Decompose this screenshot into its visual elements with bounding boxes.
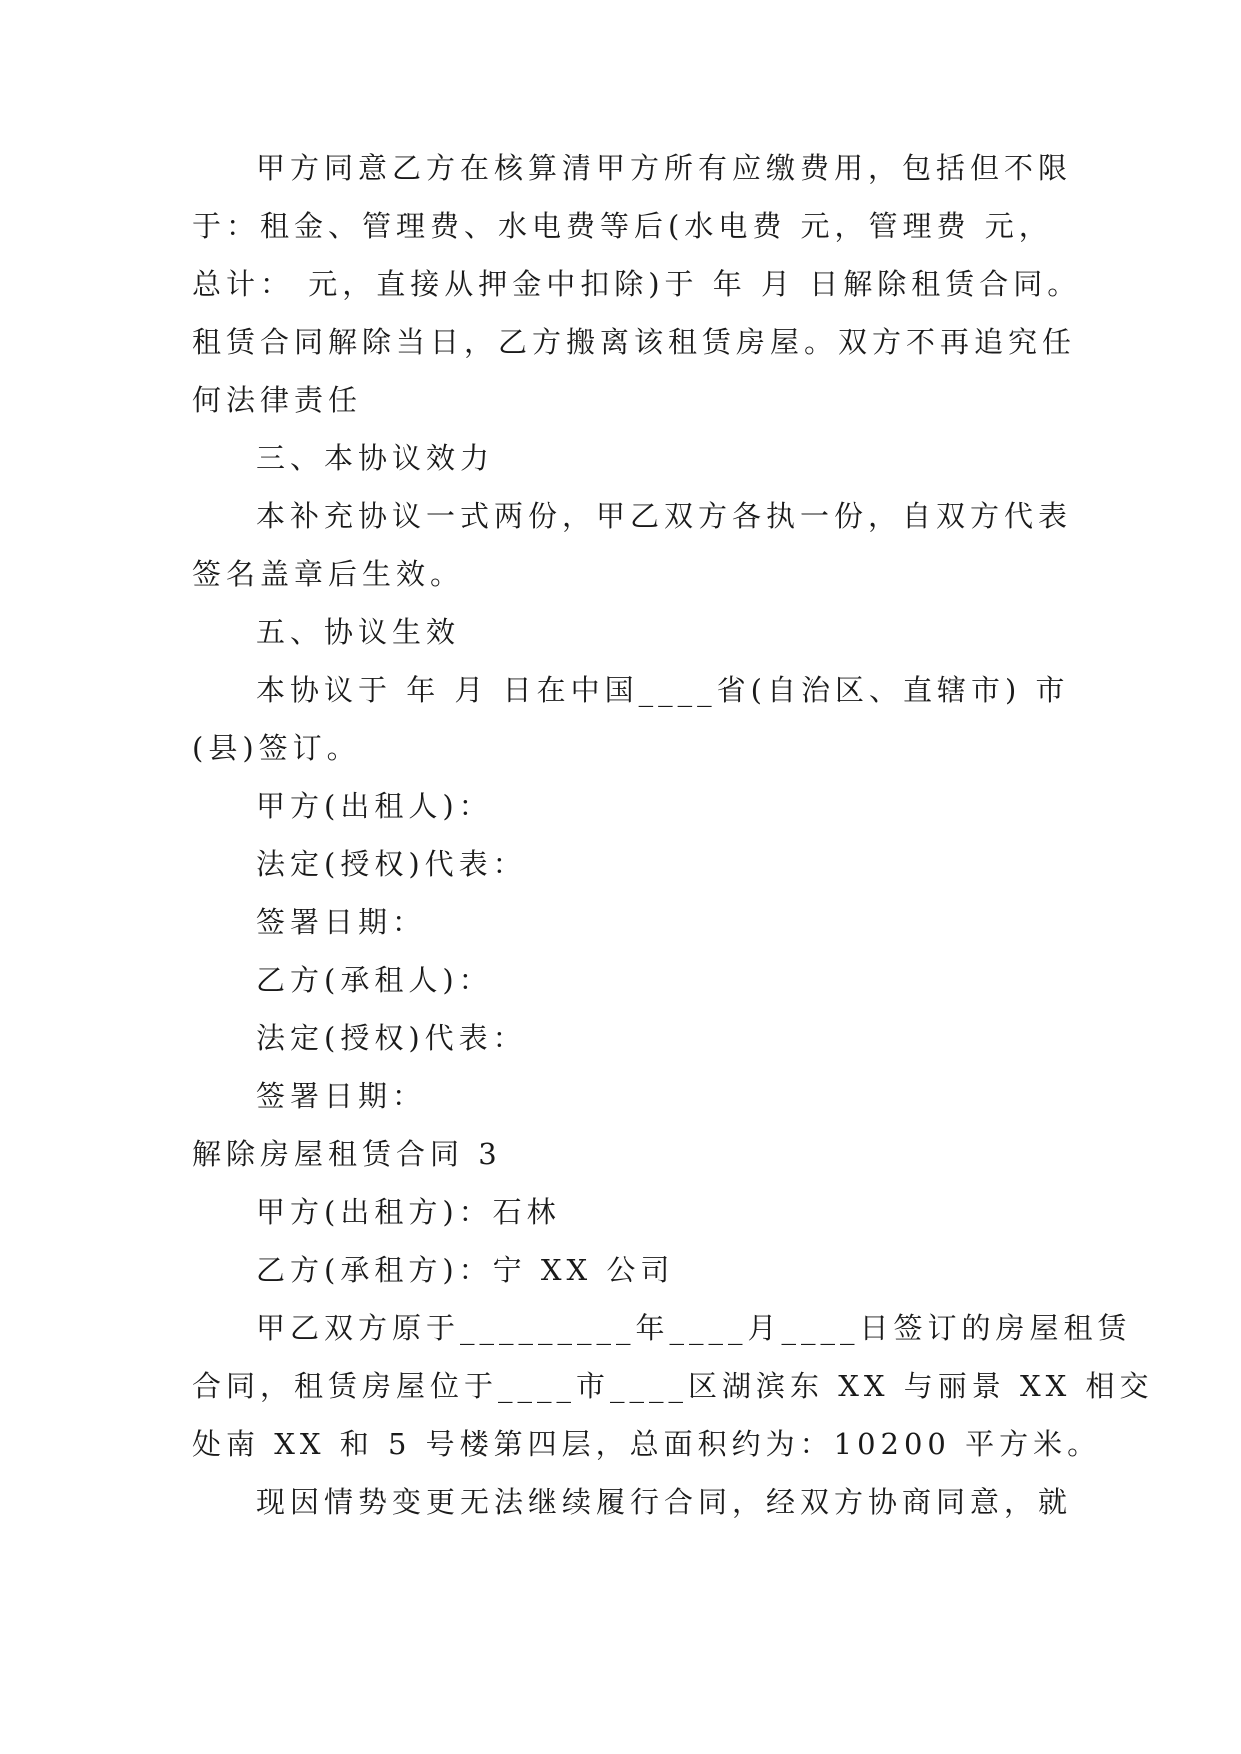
paragraph-line: 租赁合同解除当日，乙方搬离该租赁房屋。双方不再追究任 [192, 325, 1077, 359]
paragraph-line: 甲方同意乙方在核算清甲方所有应缴费用，包括但不限 [256, 151, 1073, 185]
signature-field: 乙方(承租人)： [256, 963, 493, 997]
signature-field: 法定(授权)代表： [256, 847, 527, 881]
signature-field: 甲方(出租人)： [256, 789, 493, 823]
paragraph-line: 甲乙双方原于_________年____月____日签订的房屋租赁 [256, 1311, 1132, 1345]
paragraph-line: 何法律责任 [192, 383, 363, 417]
paragraph-line: 总计： 元，直接从押金中扣除)于 年 月 日解除租赁合同。 [192, 267, 1082, 301]
paragraph-line: 本协议于 年 月 日在中国____省(自治区、直辖市) 市 [256, 673, 1070, 707]
document-title: 解除房屋租赁合同 3 [192, 1137, 502, 1171]
paragraph-line: 于：租金、管理费、水电费等后(水电费 元，管理费 元， [192, 209, 1053, 243]
section-heading: 五、协议生效 [256, 615, 461, 649]
section-heading: 三、本协议效力 [256, 441, 495, 475]
signature-field: 签署日期： [256, 905, 427, 939]
paragraph-line: 现因情势变更无法继续履行合同，经双方协商同意，就 [256, 1485, 1073, 1519]
signature-field: 法定(授权)代表： [256, 1021, 527, 1055]
party-line: 甲方(出租方)：石林 [256, 1195, 561, 1229]
paragraph-line: (县)签订。 [192, 731, 361, 765]
paragraph-line: 合同，租赁房屋位于____市____区湖滨东 XX 与丽景 XX 相交 [192, 1369, 1154, 1403]
party-line: 乙方(承租方)：宁 XX 公司 [256, 1253, 675, 1287]
paragraph-line: 本补充协议一式两份，甲乙双方各执一份，自双方代表 [256, 499, 1073, 533]
paragraph-line: 签名盖章后生效。 [192, 557, 465, 591]
signature-field: 签署日期： [256, 1079, 427, 1113]
paragraph-line: 处南 XX 和 5 号楼第四层，总面积约为：10200 平方米。 [192, 1427, 1102, 1461]
